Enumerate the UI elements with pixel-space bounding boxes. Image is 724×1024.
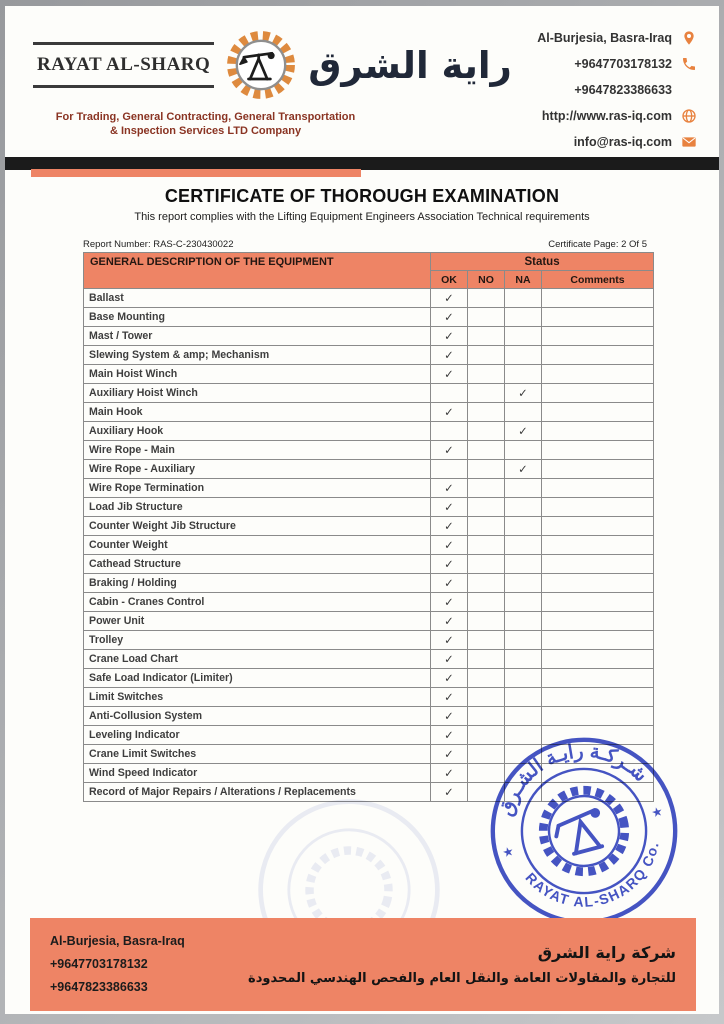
comments-cell [542, 384, 654, 403]
ok-cell: ✓ [431, 498, 468, 517]
ok-cell: ✓ [431, 783, 468, 802]
table-row [84, 365, 654, 384]
table-row [84, 593, 654, 612]
equipment-label: Leveling Indicator [84, 726, 431, 745]
comments-cell [542, 650, 654, 669]
ok-cell [431, 422, 468, 441]
equipment-label: Wire Rope - Main [84, 441, 431, 460]
footer-arabic [248, 943, 676, 986]
header-divider-accent-bar [31, 169, 361, 177]
equipment-label: Braking / Holding [84, 574, 431, 593]
phone2-text: +9647823386633 [574, 83, 672, 97]
na-cell [505, 517, 542, 536]
equipment-table [83, 252, 654, 802]
comments-cell [542, 593, 654, 612]
icon-spacer [681, 82, 697, 98]
ok-cell: ✓ [431, 555, 468, 574]
ok-cell: ✓ [431, 745, 468, 764]
no-cell [468, 688, 505, 707]
no-cell [468, 707, 505, 726]
company-name-english: RAYAT AL-SHARQ [33, 42, 214, 88]
table-header-status: Status [431, 253, 654, 271]
no-cell [468, 289, 505, 308]
comments-cell [542, 688, 654, 707]
phone-icon [681, 56, 697, 72]
comments-cell [542, 422, 654, 441]
report-meta-row [83, 239, 647, 250]
table-row [84, 346, 654, 365]
comments-cell [542, 289, 654, 308]
na-cell [505, 441, 542, 460]
contact-info [537, 26, 697, 150]
ok-cell: ✓ [431, 346, 468, 365]
comments-cell [542, 308, 654, 327]
comments-cell [542, 460, 654, 479]
contact-address [537, 30, 697, 46]
ok-cell: ✓ [431, 308, 468, 327]
ok-cell: ✓ [431, 650, 468, 669]
ok-cell: ✓ [431, 612, 468, 631]
no-cell [468, 536, 505, 555]
table-row [84, 403, 654, 422]
ok-cell: ✓ [431, 726, 468, 745]
comments-cell [542, 441, 654, 460]
equipment-table-body [84, 289, 654, 802]
no-cell [468, 365, 505, 384]
globe-icon [681, 108, 697, 124]
contact-email [574, 134, 697, 150]
email-text: info@ras-iq.com [573, 135, 672, 149]
equipment-label: Wire Rope - Auxiliary [84, 460, 431, 479]
location-pin-icon [681, 30, 697, 46]
equipment-label: Wire Rope Termination [84, 479, 431, 498]
ok-cell [431, 384, 468, 403]
equipment-label: Counter Weight Jib Structure [84, 517, 431, 536]
equipment-table-header [84, 253, 654, 289]
no-cell [468, 555, 505, 574]
comments-cell [542, 403, 654, 422]
no-cell [468, 403, 505, 422]
ok-cell: ✓ [431, 574, 468, 593]
table-row [84, 479, 654, 498]
comments-cell [542, 612, 654, 631]
ok-cell: ✓ [431, 479, 468, 498]
equipment-label: Base Mounting [84, 308, 431, 327]
comments-cell [542, 669, 654, 688]
no-cell [468, 308, 505, 327]
comments-cell [542, 631, 654, 650]
contact-phone-2 [574, 82, 697, 98]
equipment-label: Cabin - Cranes Control [84, 593, 431, 612]
na-cell [505, 593, 542, 612]
letterhead [5, 6, 719, 150]
comments-cell [542, 498, 654, 517]
ok-cell: ✓ [431, 688, 468, 707]
na-cell [505, 612, 542, 631]
ok-cell: ✓ [431, 764, 468, 783]
col-header-no: NO [468, 271, 505, 289]
equipment-label: Crane Limit Switches [84, 745, 431, 764]
table-row [84, 289, 654, 308]
company-name-arabic: راية الشرق [308, 43, 512, 87]
equipment-label: Record of Major Repairs / Alterations / Replacements [84, 783, 431, 802]
comments-cell [542, 574, 654, 593]
table-row [84, 612, 654, 631]
equipment-label: Load Jib Structure [84, 498, 431, 517]
equipment-label: Slewing System & amp; Mechanism [84, 346, 431, 365]
table-row [84, 688, 654, 707]
footer-company-description-arabic: للتجارة والمقاولات العامة والنقل العام والفحص الهندسي المحدودة [248, 971, 676, 986]
na-cell [505, 498, 542, 517]
contact-phone-1 [574, 56, 697, 72]
footer-phone-1: +9647703178132 [50, 957, 148, 971]
table-header-description: GENERAL DESCRIPTION OF THE EQUIPMENT [84, 253, 431, 289]
ok-cell: ✓ [431, 536, 468, 555]
no-cell [468, 726, 505, 745]
na-cell [505, 479, 542, 498]
na-cell [505, 289, 542, 308]
table-row [84, 384, 654, 403]
no-cell [468, 517, 505, 536]
no-cell [468, 631, 505, 650]
equipment-label: Anti-Collusion System [84, 707, 431, 726]
equipment-label: Main Hoist Winch [84, 365, 431, 384]
footer-company-name-arabic: شركة راية الشرق [537, 943, 676, 962]
na-cell: ✓ [505, 384, 542, 403]
equipment-label: Mast / Tower [84, 327, 431, 346]
na-cell [505, 669, 542, 688]
na-cell [505, 555, 542, 574]
equipment-label: Safe Load Indicator (Limiter) [84, 669, 431, 688]
ok-cell: ✓ [431, 365, 468, 384]
table-row [84, 517, 654, 536]
no-cell [468, 346, 505, 365]
ok-cell: ✓ [431, 289, 468, 308]
ok-cell [431, 460, 468, 479]
footer-phone-2: +9647823386633 [50, 980, 148, 994]
stamp-arabic-text: شـركـة رايـة الشـرق [494, 740, 652, 819]
certificate-title: CERTIFICATE OF THOROUGH EXAMINATION [164, 186, 560, 206]
ok-cell: ✓ [431, 517, 468, 536]
ok-cell: ✓ [431, 669, 468, 688]
equipment-label: Auxiliary Hook [84, 422, 431, 441]
comments-cell [542, 365, 654, 384]
col-header-ok: OK [431, 271, 468, 289]
no-cell [468, 460, 505, 479]
na-cell [505, 327, 542, 346]
na-cell [505, 650, 542, 669]
company-brand [33, 26, 512, 150]
na-cell [505, 308, 542, 327]
no-cell [468, 422, 505, 441]
tagline-line2: & Inspection Services LTD Company [109, 125, 302, 137]
comments-cell [542, 555, 654, 574]
na-cell [505, 707, 542, 726]
comments-cell [542, 517, 654, 536]
table-row [84, 327, 654, 346]
equipment-label: Main Hook [84, 403, 431, 422]
company-tagline [33, 110, 378, 138]
footer-band [30, 918, 696, 1011]
no-cell [468, 669, 505, 688]
comments-cell [542, 346, 654, 365]
na-cell [505, 403, 542, 422]
table-row [84, 574, 654, 593]
tagline-line1: For Trading, General Contracting, General Transportation [55, 111, 356, 123]
comments-cell [542, 479, 654, 498]
envelope-icon [681, 134, 697, 150]
footer-address: Al-Burjesia, Basra-Iraq [50, 934, 185, 948]
na-cell: ✓ [505, 422, 542, 441]
certificate-page [5, 6, 719, 1014]
col-header-comments: Comments [542, 271, 654, 289]
table-row [84, 669, 654, 688]
table-row [84, 650, 654, 669]
na-cell [505, 365, 542, 384]
footer-contact [50, 930, 185, 999]
table-row [84, 308, 654, 327]
ok-cell: ✓ [431, 707, 468, 726]
ok-cell: ✓ [431, 631, 468, 650]
no-cell [468, 384, 505, 403]
no-cell [468, 441, 505, 460]
na-cell [505, 574, 542, 593]
stamp-gear-pumpjack-icon [534, 781, 634, 881]
phone1-text: +9647703178132 [574, 57, 672, 71]
contact-website [542, 108, 697, 124]
na-cell [505, 346, 542, 365]
table-row [84, 460, 654, 479]
na-cell [505, 631, 542, 650]
no-cell [468, 327, 505, 346]
no-cell [468, 650, 505, 669]
equipment-label: Cathead Structure [84, 555, 431, 574]
na-cell [505, 536, 542, 555]
equipment-label: Power Unit [84, 612, 431, 631]
ok-cell: ✓ [431, 441, 468, 460]
table-row [84, 441, 654, 460]
na-cell [505, 726, 542, 745]
equipment-label: Ballast [84, 289, 431, 308]
equipment-label: Trolley [84, 631, 431, 650]
ok-cell: ✓ [431, 327, 468, 346]
company-logo [33, 26, 512, 104]
report-number: Report Number: RAS-C-230430022 [83, 239, 234, 250]
certificate-page-number: Certificate Page: 2 Of 5 [548, 239, 647, 250]
comments-cell [542, 327, 654, 346]
no-cell [468, 593, 505, 612]
no-cell [468, 574, 505, 593]
table-row [84, 422, 654, 441]
gear-pumpjack-logo-icon [222, 26, 300, 104]
stamp-english-text: RAYAT AL-SHARQ Co. [522, 839, 662, 910]
stamp-star-right-icon: ★ [649, 804, 665, 821]
no-cell [468, 612, 505, 631]
ok-cell: ✓ [431, 593, 468, 612]
ok-cell: ✓ [431, 403, 468, 422]
table-row [84, 498, 654, 517]
address-text: Al-Burjesia, Basra-Iraq [537, 31, 672, 45]
na-cell: ✓ [505, 460, 542, 479]
table-row [84, 555, 654, 574]
equipment-label: Auxiliary Hoist Winch [84, 384, 431, 403]
equipment-label: Crane Load Chart [84, 650, 431, 669]
no-cell [468, 498, 505, 517]
table-row [84, 707, 654, 726]
stamp-star-left-icon: ★ [500, 843, 516, 861]
equipment-label: Counter Weight [84, 536, 431, 555]
na-cell [505, 688, 542, 707]
table-row [84, 631, 654, 650]
equipment-label: Wind Speed Indicator [84, 764, 431, 783]
equipment-label: Limit Switches [84, 688, 431, 707]
website-text: http://www.ras-iq.com [541, 109, 672, 123]
comments-cell [542, 536, 654, 555]
no-cell [468, 479, 505, 498]
table-row [84, 536, 654, 555]
col-header-na: NA [505, 271, 542, 289]
certificate-subtitle: This report complies with the Lifting Equipment Engineers Association Technical requirements [134, 211, 590, 223]
